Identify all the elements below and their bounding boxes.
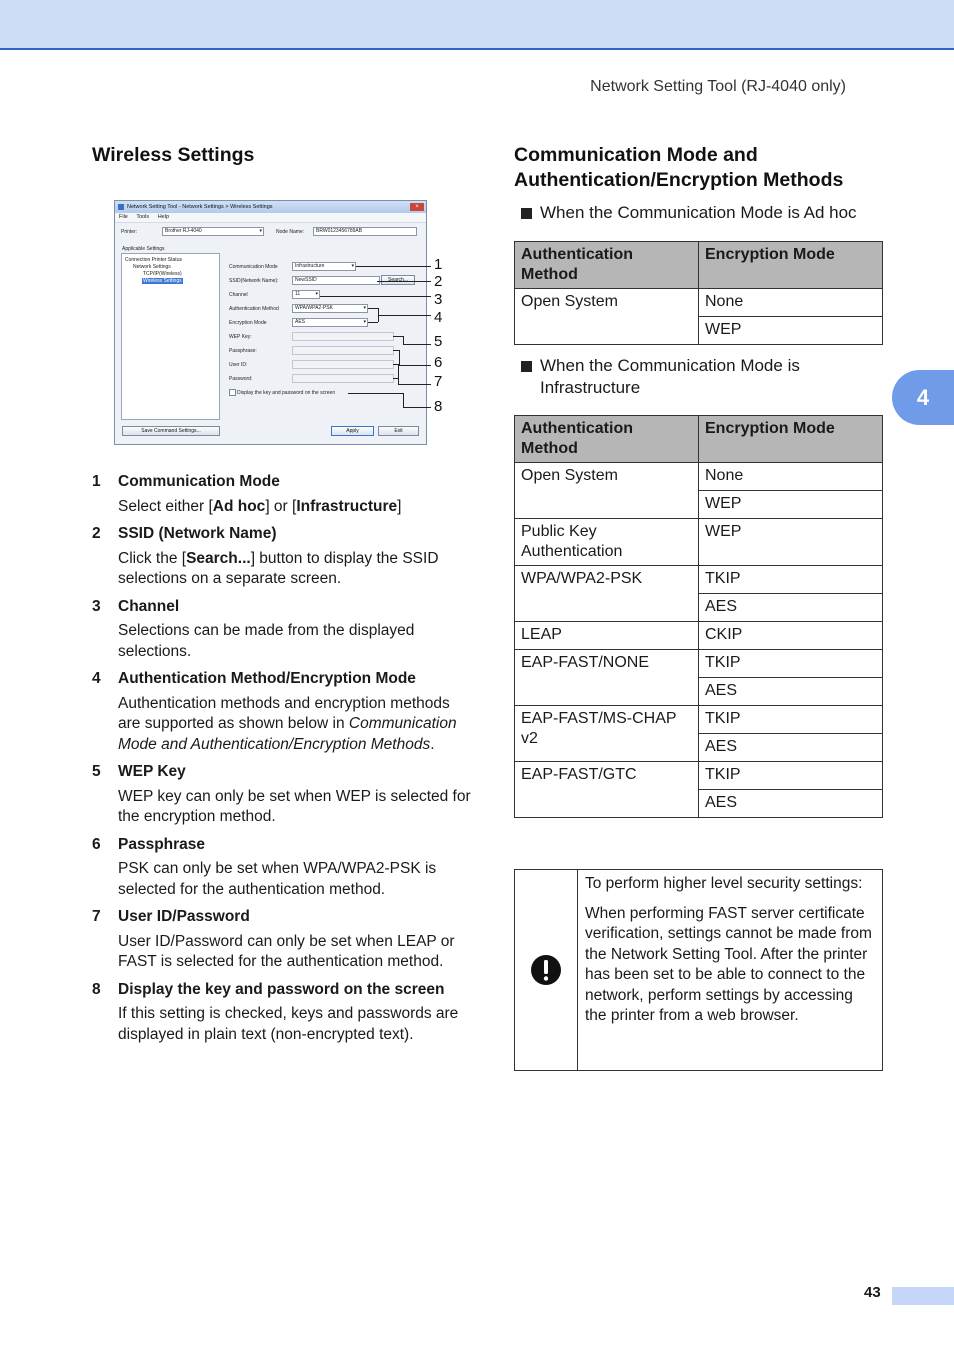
passphrase-input[interactable] (292, 346, 394, 355)
bullet-infrastructure-text: When the Communication Mode is Infrastructure (540, 356, 800, 397)
note-paragraph-body: When performing FAST server certificate verification, settings cannot be made from the Network Setting Tool. After the printer has been set to be able to connect to the network, perform settings by accessing the printer from a web browser. (585, 904, 872, 1024)
page-number: 43 (864, 1284, 881, 1301)
table-row (515, 463, 883, 491)
callout-bracket-6 (399, 350, 400, 365)
callout-number-3: 3 (434, 291, 443, 308)
table-row (515, 706, 883, 734)
comm-mode-label: Communication Mode (229, 264, 278, 270)
table-header-row (515, 416, 883, 463)
item-title: SSID (Network Name) (118, 525, 277, 542)
auth-method-cell: WPA/WPA2-PSK (515, 566, 699, 622)
encryption-mode-cell: TKIP (699, 650, 883, 678)
search-button[interactable]: Search... (381, 275, 415, 285)
encryption-mode-cell: None (699, 289, 883, 317)
table-row (515, 519, 883, 566)
callout-line-3 (320, 296, 431, 297)
item-number: 4 (92, 670, 101, 687)
app-icon (118, 204, 124, 210)
note-icon-cell (515, 870, 578, 1070)
callout-line-1 (356, 266, 431, 267)
item-number: 6 (92, 835, 101, 853)
enc-mode-label: Encryption Mode (229, 320, 267, 326)
encryption-mode-cell: AES (699, 594, 883, 622)
table-row (515, 566, 883, 594)
auth-method-cell: EAP-FAST/NONE (515, 650, 699, 706)
bullet-square-icon (521, 208, 532, 219)
password-label: Password: (229, 376, 253, 382)
list-item (92, 472, 472, 517)
item-title: Communication Mode (118, 473, 280, 490)
infrastructure-table-body (515, 463, 883, 818)
callout-bracket-8 (403, 393, 404, 407)
page-number-bar (892, 1287, 954, 1305)
dialog-title: Network Setting Tool - Network Settings > Wireless Settings (127, 204, 273, 210)
ssid-input[interactable]: NewSSID (292, 276, 380, 285)
auth-method-cell: EAP-FAST/MS-CHAP v2 (515, 706, 699, 762)
user-id-input[interactable] (292, 360, 394, 369)
user-id-label: User ID: (229, 362, 248, 368)
callout-number-7: 7 (434, 373, 443, 390)
save-command-settings-button[interactable]: Save Command Settings... (122, 426, 220, 436)
chapter-tab: 4 (892, 370, 954, 425)
list-item (92, 597, 472, 663)
callout-bracket-7 (398, 364, 399, 384)
callout-number-4: 4 (434, 309, 443, 326)
item-title: Authentication Method/Encryption Mode (118, 670, 416, 687)
bullet-infrastructure (514, 355, 884, 399)
auth-method-cell: Open System (515, 289, 699, 345)
encryption-mode-cell: TKIP (699, 706, 883, 734)
display-key-label: Display the key and password on the screen (237, 390, 336, 396)
callout-number-2: 2 (434, 273, 443, 290)
tree-item-network-settings[interactable]: Network Settings (133, 264, 171, 270)
dialog-window (114, 200, 427, 445)
wep-key-input[interactable] (292, 332, 394, 341)
item-description: If this setting is checked, keys and passwords are displayed in plain text (non-encrypted text). (118, 1005, 459, 1043)
display-key-checkbox[interactable] (229, 389, 236, 396)
item-description: Click the [Search...] button to display the SSID selections on a separate screen. (118, 549, 439, 587)
auth-method-cell: Open System (515, 463, 699, 519)
list-item (92, 524, 472, 590)
item-title: Channel (118, 597, 180, 615)
callout-line-4a (368, 308, 378, 309)
item-title: Passphrase (118, 835, 206, 853)
item-number: 8 (92, 980, 101, 998)
item-number: 5 (92, 763, 101, 780)
auth-method-select[interactable]: WPA/WPA2-PSK ▾ (292, 304, 368, 313)
item-title: Display the key and password on the screen (118, 980, 445, 998)
menu-file[interactable]: File (119, 214, 128, 220)
applicable-settings-label: Applicable Settings (122, 246, 165, 252)
list-item (92, 669, 472, 755)
column-header-auth: Authentication Method (515, 242, 699, 289)
item-number: 3 (92, 597, 101, 615)
encryption-mode-cell: AES (699, 734, 883, 762)
exit-button[interactable]: Exit (378, 426, 419, 436)
encryption-mode-cell: AES (699, 790, 883, 818)
item-description: Authentication methods and encryption methods are supported as shown below in Communication Mode and Authentication/Encryption Methods. (118, 694, 457, 753)
bullet-adhoc (514, 202, 884, 224)
callout-line-8 (403, 407, 431, 408)
tree-item-wireless-settings[interactable]: Wireless Settings (143, 278, 182, 284)
close-icon[interactable]: × (410, 203, 424, 211)
encryption-mode-cell: WEP (699, 491, 883, 519)
list-item (92, 907, 472, 973)
encryption-mode-cell: TKIP (699, 566, 883, 594)
wep-key-label: WEP Key: (229, 334, 252, 340)
important-note-box (514, 869, 883, 1071)
item-description: Selections can be made from the displayed selections. (118, 622, 415, 660)
encryption-mode-cell: None (699, 463, 883, 491)
numbered-item-list (92, 472, 472, 1052)
running-head: Network Setting Tool (RJ-4040 only) (590, 78, 846, 95)
apply-button[interactable]: Apply (331, 426, 374, 436)
wireless-settings-screenshot (114, 200, 443, 445)
settings-tree (121, 253, 220, 420)
callout-bracket-5 (403, 336, 404, 344)
ssid-label: SSID(Network Name): (229, 278, 279, 284)
menu-tools[interactable]: Tools (136, 214, 150, 220)
encryption-mode-cell: WEP (699, 519, 883, 566)
note-paragraph-intro: To perform higher level security settings: (585, 875, 863, 892)
encryption-mode-cell: WEP (699, 317, 883, 345)
list-item (92, 762, 472, 828)
adhoc-table-body (515, 289, 883, 345)
column-header-enc: Encryption Mode (699, 242, 883, 289)
node-name-label: Node Name: (276, 229, 305, 235)
bullet-adhoc-text: When the Communication Mode is Ad hoc (540, 203, 857, 222)
item-description: User ID/Password can only be set when LEAP or FAST is selected for the authentication method. (118, 932, 455, 970)
table-row (515, 622, 883, 650)
note-text (585, 874, 875, 1036)
item-title: WEP Key (118, 763, 186, 780)
encryption-mode-cell: CKIP (699, 622, 883, 650)
adhoc-encryption-table (514, 241, 883, 345)
callout-line-5a (393, 336, 403, 337)
channel-select[interactable]: 11 ▾ (292, 290, 320, 299)
item-number: 7 (92, 908, 101, 925)
item-number: 1 (92, 473, 101, 490)
item-title: User ID/Password (118, 908, 250, 925)
auth-method-label: Authentication Method (229, 306, 279, 312)
password-input[interactable] (292, 374, 394, 383)
item-description: Select either [Ad hoc] or [Infrastructure] (118, 497, 402, 515)
item-description: WEP key can only be set when WEP is selected for the encryption method. (118, 787, 471, 825)
passphrase-label: Passphrase: (229, 348, 257, 354)
tree-item-connection-status[interactable]: Connection Printer Status (125, 257, 182, 263)
section-heading-comm-modes: Communication Mode and Authentication/Encryption Methods (514, 144, 844, 191)
printer-label: Printer: (121, 229, 138, 235)
section-heading-wireless-settings: Wireless Settings (92, 144, 255, 166)
encryption-mode-cell: AES (699, 678, 883, 706)
callout-line-4 (378, 315, 431, 316)
callout-number-8: 8 (434, 398, 443, 415)
dialog-title-bar (115, 201, 426, 213)
menu-help[interactable]: Help (157, 214, 169, 220)
callout-line-8a (348, 393, 403, 394)
comm-mode-select[interactable]: Infrastructure ▾ (292, 262, 356, 271)
enc-mode-select[interactable]: AES ▾ (292, 318, 368, 327)
callout-line-2 (377, 281, 431, 282)
auth-method-cell: EAP-FAST/GTC (515, 762, 699, 818)
menu-bar (115, 213, 426, 223)
callout-line-4b (368, 322, 378, 323)
callout-number-1: 1 (434, 256, 443, 273)
node-name-field: BRW0123456789AB (313, 227, 417, 236)
table-row (515, 762, 883, 790)
exclamation-icon (530, 954, 562, 986)
auth-method-cell: LEAP (515, 622, 699, 650)
item-number: 2 (92, 525, 101, 542)
printer-select[interactable]: Brother RJ-4040 ▾ (162, 227, 264, 236)
callout-line-6 (399, 365, 431, 366)
bullet-square-icon (521, 361, 532, 372)
auth-method-cell: Public Key Authentication (515, 519, 699, 566)
top-header-band (0, 0, 954, 50)
right-column (514, 143, 884, 1024)
list-item (92, 980, 472, 1046)
list-item (92, 835, 472, 901)
column-header-auth: Authentication Method (515, 416, 699, 463)
left-column (92, 143, 472, 1043)
encryption-mode-cell: TKIP (699, 762, 883, 790)
infrastructure-encryption-table (514, 415, 883, 818)
tree-item-tcpip[interactable]: TCP/IP(Wireless) (143, 271, 182, 277)
item-description: PSK can only be set when WPA/WPA2-PSK is selected for the authentication method. (118, 860, 437, 898)
table-header-row (515, 242, 883, 289)
table-row (515, 289, 883, 317)
table-row (515, 650, 883, 678)
callout-line-5 (403, 344, 431, 345)
callout-number-6: 6 (434, 354, 443, 371)
callout-line-7 (398, 384, 431, 385)
column-header-enc: Encryption Mode (699, 416, 883, 463)
channel-label: Channel (229, 292, 248, 298)
callout-number-5: 5 (434, 333, 443, 350)
